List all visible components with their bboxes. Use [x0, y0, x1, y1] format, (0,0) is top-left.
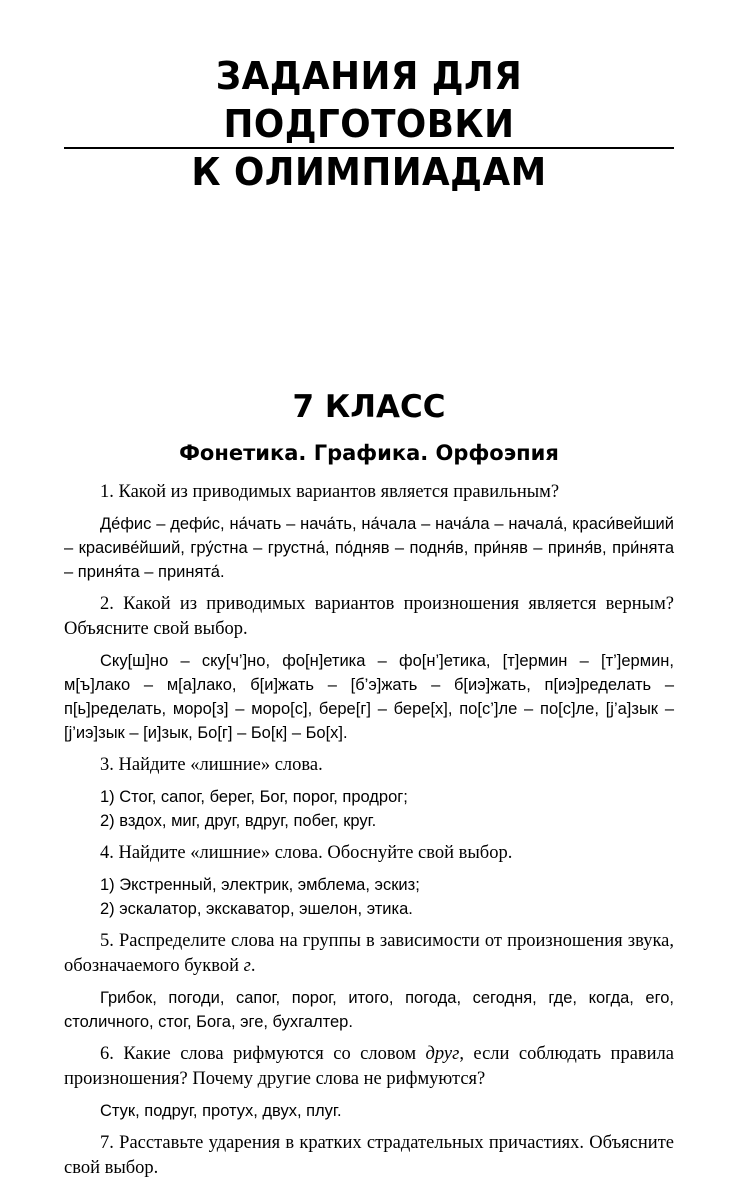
task-4-answer — [64, 873, 674, 921]
tasks-list — [64, 480, 674, 1188]
task-6-question-end: , если соблюдать правила произношения? Почему другие слова не рифмуются? — [64, 1044, 674, 1089]
task-4-question: 4. Найдите «лишние» слова. Обоснуйте свой выбор. — [100, 843, 513, 863]
chapter-title-line-2: К ОЛИМПИАДАМ — [191, 150, 547, 194]
task-5-question-text: 5. Распределите слова на группы в зависимости от произношения звука, обозначаемого буквой — [64, 931, 674, 976]
grade-heading: 7 КЛАСС — [292, 389, 446, 425]
task-6-question — [64, 1042, 674, 1092]
task-6-answer: Стук, подруг, протух, двух, плуг. — [100, 1102, 342, 1120]
subsection-heading: Фонетика. Графика. Орфоэпия — [179, 441, 559, 465]
task-3-answer-line-2: 2) вздох, миг, друг, вдруг, побег, круг. — [100, 812, 377, 830]
task-5-question — [64, 929, 674, 979]
task-1-answer: Де́фис – дефи́с, на́чать – нача́ть, на́чала – нача́ла – начала́, краси́вейший – красиве́йший, гру́стна – грустна́, по́дняв – подня́в, при́няв – приня́в, при́нята – приня́та – принята́. — [64, 515, 674, 581]
task-2-answer: Ску[ш]но – ску[ч’]но, фо[н]етика – фо[н’]етика, [т]ермин – [т’]ермин, м[ъ]лако – м[а]лако, б[и]жать – [б’э]жать – б[иэ]жать, п[иэ]ределать – п[ь]ределать, моро[з] – моро[с], бере[г] – бере[х], по[с’]ле – по[с]ле, [j’а]зык – [j’иэ]зык – [и]зык, Бо[г] – Бо[к] – Бо[х]. — [64, 652, 674, 742]
task-5-question-end: . — [250, 956, 256, 976]
chapter-title — [82, 52, 655, 196]
task-7-question: 7. Расставьте ударения в кратких страдательных причастиях. Объясните свой выбор. — [64, 1133, 674, 1178]
task-3-answer-line-1: 1) Стог, сапог, берег, Бог, порог, продрог; — [100, 788, 408, 806]
task-2-question: 2. Какой из приводимых вариантов произношения является верным? Объясните свой выбор. — [64, 594, 674, 639]
chapter-title-line-1: ЗАДАНИЯ ДЛЯ ПОДГОТОВКИ — [215, 54, 523, 146]
task-1-question: 1. Какой из приводимых вариантов является правильным? — [100, 482, 560, 502]
task-4-answer-line-1: 1) Экстренный, электрик, эмблема, эскиз; — [100, 876, 420, 894]
task-3-question: 3. Найдите «лишние» слова. — [100, 755, 323, 775]
task-4-answer-line-2: 2) эскалатор, экскаватор, эшелон, этика. — [100, 900, 413, 918]
title-divider — [64, 147, 674, 149]
task-6-question-text: 6. Какие слова рифмуются со словом — [100, 1044, 426, 1064]
task-5-answer: Грибок, погоди, сапог, порог, итого, погода, сегодня, где, когда, его, столичного, стог, Бога, эге, бухгалтер. — [64, 989, 674, 1031]
task-6-question-word: друг — [425, 1044, 460, 1064]
task-5-question-letter: г — [243, 956, 251, 976]
task-3-answer — [64, 785, 674, 833]
